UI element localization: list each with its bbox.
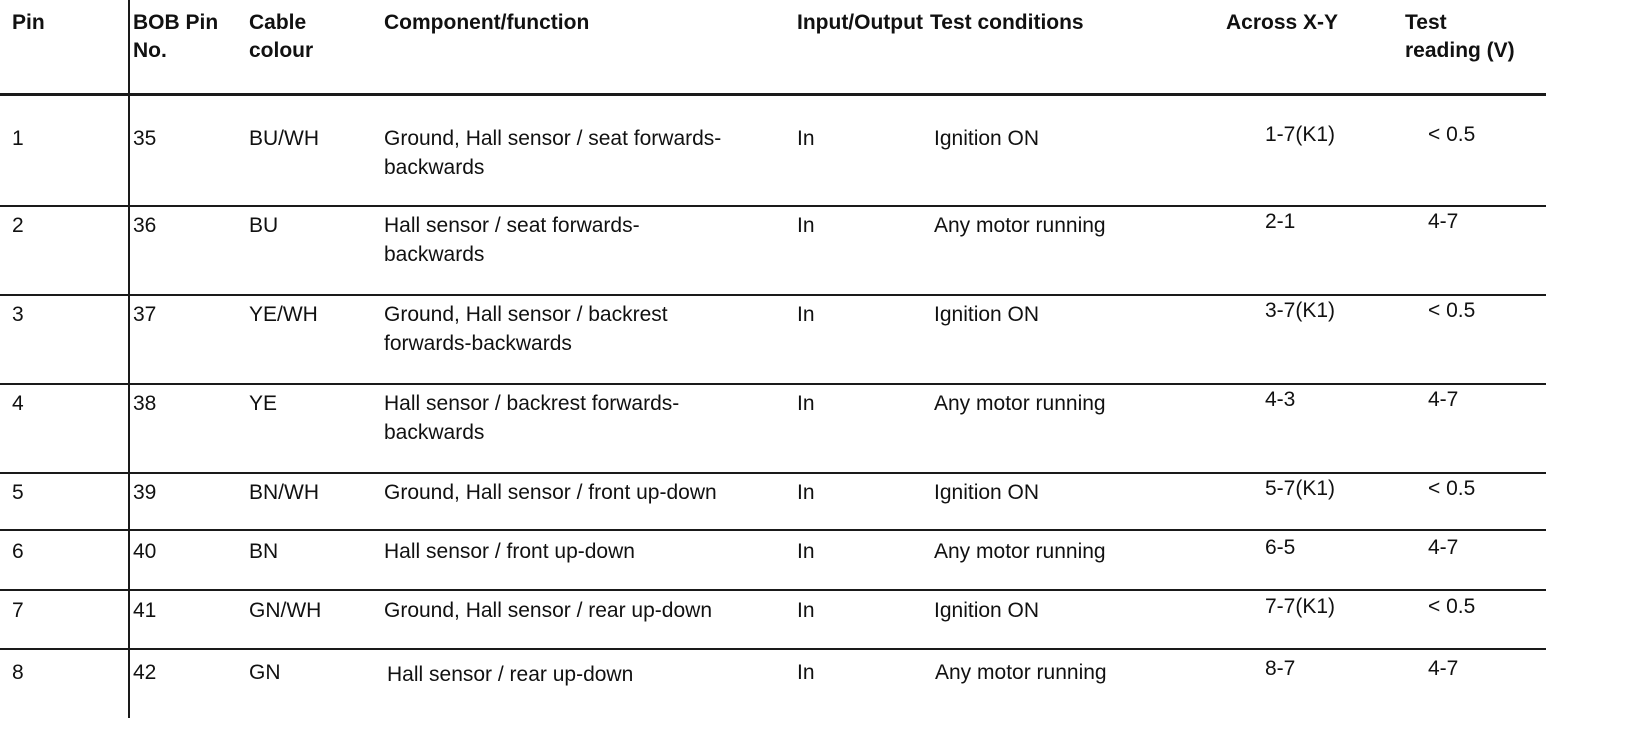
row-6-reading: 4-7 xyxy=(1428,536,1459,559)
row-6-conditions: Any motor running xyxy=(934,540,1106,563)
row-1-reading: < 0.5 xyxy=(1428,123,1476,146)
row-7-across: 7-7(K1) xyxy=(1265,595,1336,618)
row-6-component xyxy=(384,537,635,566)
row-7-reading: < 0.5 xyxy=(1428,595,1476,618)
row-3-across: 3-7(K1) xyxy=(1265,299,1336,322)
row-6-across: 6-5 xyxy=(1265,536,1296,559)
header-reading-line1: Test xyxy=(1405,11,1447,34)
row-5-pin: 5 xyxy=(12,481,24,504)
row-4-component-line1: Hall sensor / backrest forwards- xyxy=(384,392,680,415)
row-4-component-line2: backwards xyxy=(384,421,485,444)
row-4-component xyxy=(384,389,679,447)
header-reading-line2: reading (V) xyxy=(1405,39,1515,62)
row-7-component xyxy=(384,596,712,625)
row-8-reading: 4-7 xyxy=(1428,657,1459,680)
row-8-component xyxy=(387,660,633,689)
row-1-io: In xyxy=(797,127,815,150)
row-8-conditions: Any motor running xyxy=(935,661,1107,684)
row-7-pin: 7 xyxy=(12,599,24,622)
row-7-cable: GN/WH xyxy=(249,599,322,622)
header-cable-line2: colour xyxy=(249,39,314,62)
row-3-component-line1: Ground, Hall sensor / backrest xyxy=(384,303,668,326)
row-2-component xyxy=(384,211,640,269)
row-divider xyxy=(0,648,1546,650)
row-3-reading: < 0.5 xyxy=(1428,299,1476,322)
row-8-across: 8-7 xyxy=(1265,657,1296,680)
header-bob-pin-line2: No. xyxy=(133,39,167,62)
row-divider xyxy=(0,589,1546,591)
row-6-pin: 6 xyxy=(12,540,24,563)
row-2-io: In xyxy=(797,214,815,237)
row-1-pin: 1 xyxy=(12,127,24,150)
row-2-cable: BU xyxy=(249,214,279,237)
row-2-component-line2: backwards xyxy=(384,243,485,266)
header-bob-pin xyxy=(133,9,218,65)
row-5-component xyxy=(384,478,717,507)
row-4-reading: 4-7 xyxy=(1428,388,1459,411)
row-3-component xyxy=(384,300,668,358)
row-8-pin: 8 xyxy=(12,661,24,684)
header-input-output: Input/Output xyxy=(797,11,923,34)
row-4-io: In xyxy=(797,392,815,415)
header-component: Component/function xyxy=(384,11,590,34)
row-4-bob: 38 xyxy=(133,392,157,415)
row-2-conditions: Any motor running xyxy=(934,214,1106,237)
row-2-component-line1: Hall sensor / seat forwards- xyxy=(384,214,640,237)
row-7-bob: 41 xyxy=(133,599,157,622)
row-1-component xyxy=(384,124,721,182)
header-across: Across X-Y xyxy=(1226,11,1339,34)
row-5-reading: < 0.5 xyxy=(1428,477,1476,500)
row-5-across: 5-7(K1) xyxy=(1265,477,1336,500)
row-5-bob: 39 xyxy=(133,481,157,504)
row-6-cable: BN xyxy=(249,540,279,563)
row-8-bob: 42 xyxy=(133,661,157,684)
row-3-pin: 3 xyxy=(12,303,24,326)
row-1-conditions: Ignition ON xyxy=(934,127,1040,150)
header-pin: Pin xyxy=(12,11,45,34)
row-4-across: 4-3 xyxy=(1265,388,1296,411)
row-6-bob: 40 xyxy=(133,540,157,563)
row-6-io: In xyxy=(797,540,815,563)
row-2-across: 2-1 xyxy=(1265,210,1296,233)
row-5-component-line1: Ground, Hall sensor / front up-down xyxy=(384,481,717,504)
row-7-component-line1: Ground, Hall sensor / rear up-down xyxy=(384,599,712,622)
row-3-component-line2: forwards-backwards xyxy=(384,332,572,355)
row-1-cable: BU/WH xyxy=(249,127,319,150)
row-3-conditions: Ignition ON xyxy=(934,303,1040,326)
row-1-across: 1-7(K1) xyxy=(1265,123,1336,146)
row-1-bob: 35 xyxy=(133,127,157,150)
row-4-conditions: Any motor running xyxy=(934,392,1106,415)
header-bob-pin-line1: BOB Pin xyxy=(133,11,219,34)
row-2-bob: 36 xyxy=(133,214,157,237)
row-4-cable: YE xyxy=(249,392,278,415)
row-3-bob: 37 xyxy=(133,303,157,326)
row-6-component-line1: Hall sensor / front up-down xyxy=(384,540,635,563)
row-5-cable: BN/WH xyxy=(249,481,319,504)
row-3-io: In xyxy=(797,303,815,326)
row-7-conditions: Ignition ON xyxy=(934,599,1040,622)
row-5-conditions: Ignition ON xyxy=(934,481,1040,504)
header-test-reading xyxy=(1405,9,1515,65)
row-8-io: In xyxy=(797,661,815,684)
pin-column-divider xyxy=(128,0,130,718)
row-8-component-line1: Hall sensor / rear up-down xyxy=(387,663,634,686)
row-2-reading: 4-7 xyxy=(1428,210,1459,233)
row-divider xyxy=(0,205,1546,207)
row-2-pin: 2 xyxy=(12,214,24,237)
row-1-component-line1: Ground, Hall sensor / seat forwards- xyxy=(384,127,722,150)
row-3-cable: YE/WH xyxy=(249,303,318,326)
row-divider xyxy=(0,529,1546,531)
row-7-io: In xyxy=(797,599,815,622)
row-4-pin: 4 xyxy=(12,392,24,415)
header-test-conditions: Test conditions xyxy=(929,9,1084,37)
header-rule xyxy=(0,93,1546,96)
header-cable-colour xyxy=(249,9,313,65)
row-8-cable: GN xyxy=(249,661,281,684)
row-5-io: In xyxy=(797,481,815,504)
row-1-component-line2: backwards xyxy=(384,156,485,179)
header-cable-line1: Cable xyxy=(249,11,307,34)
row-divider xyxy=(0,383,1546,385)
